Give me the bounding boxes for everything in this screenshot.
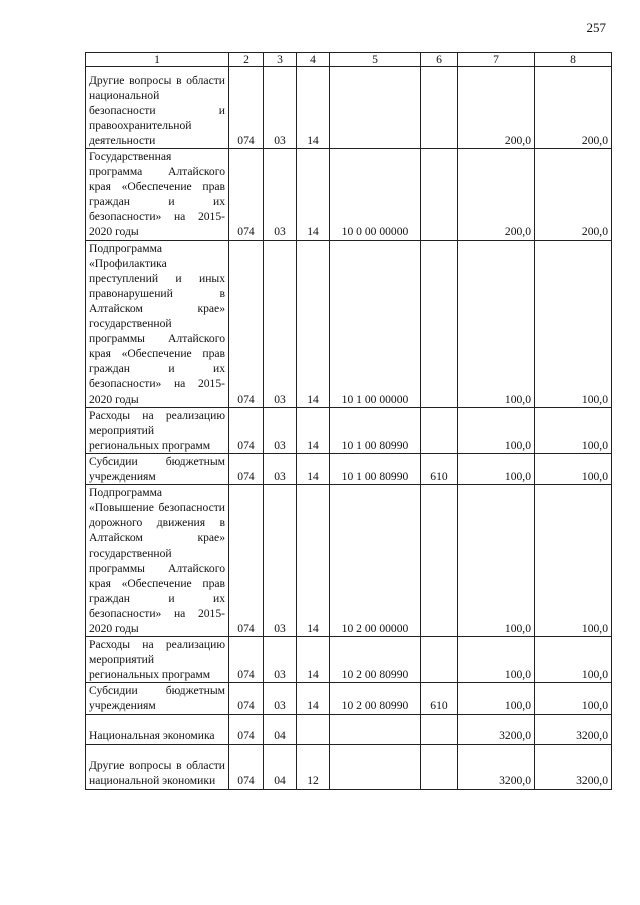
- column-header: 7: [458, 53, 535, 67]
- column-header: 8: [535, 53, 612, 67]
- cell-expense-type: [421, 149, 458, 241]
- cell-amount-1: 200,0: [458, 67, 535, 149]
- cell-amount-2: 100,0: [535, 637, 612, 683]
- cell-amount-2: 200,0: [535, 67, 612, 149]
- cell-target-article: 10 2 00 80990: [330, 637, 421, 683]
- cell-ministry: 074: [229, 683, 264, 714]
- cell-ministry: 074: [229, 67, 264, 149]
- header-row: [86, 53, 612, 67]
- cell-target-article: 10 0 00 00000: [330, 149, 421, 241]
- cell-section: 03: [264, 683, 297, 714]
- cell-subsection: 14: [297, 485, 330, 637]
- cell-target-article: [330, 744, 421, 789]
- cell-section: 03: [264, 149, 297, 241]
- row-name: Подпрограмма «Повышение безопасности дорожного движения в Алтайском крае» государственной программы Алтайского края «Обеспечение прав граждан и их безопасности» на 2015-2020 годы: [86, 485, 229, 637]
- cell-amount-1: 100,0: [458, 407, 535, 453]
- cell-expense-type: [421, 714, 458, 744]
- table-row: [86, 714, 612, 744]
- cell-subsection: 14: [297, 683, 330, 714]
- column-header: 2: [229, 53, 264, 67]
- cell-amount-2: 3200,0: [535, 744, 612, 789]
- table-row: [86, 683, 612, 714]
- cell-subsection: [297, 714, 330, 744]
- page-number: 257: [586, 20, 606, 35]
- cell-subsection: 14: [297, 149, 330, 241]
- cell-amount-1: 3200,0: [458, 714, 535, 744]
- column-header: 6: [421, 53, 458, 67]
- cell-subsection: 14: [297, 407, 330, 453]
- cell-target-article: 10 1 00 80990: [330, 453, 421, 484]
- column-header: 4: [297, 53, 330, 67]
- cell-section: 03: [264, 637, 297, 683]
- cell-section: 04: [264, 714, 297, 744]
- cell-target-article: 10 2 00 00000: [330, 485, 421, 637]
- column-header: 5: [330, 53, 421, 67]
- table-row: [86, 485, 612, 637]
- row-name: Другие вопросы в области национальной безопасности и правоохранительной деятельности: [86, 67, 229, 149]
- cell-section: 03: [264, 67, 297, 149]
- table-row: [86, 453, 612, 484]
- cell-subsection: 14: [297, 67, 330, 149]
- cell-amount-2: 100,0: [535, 407, 612, 453]
- cell-ministry: 074: [229, 744, 264, 789]
- cell-subsection: 14: [297, 240, 330, 407]
- column-header: 1: [86, 53, 229, 67]
- cell-section: 03: [264, 485, 297, 637]
- cell-ministry: 074: [229, 714, 264, 744]
- cell-ministry: 074: [229, 453, 264, 484]
- cell-target-article: [330, 67, 421, 149]
- cell-section: 04: [264, 744, 297, 789]
- cell-section: 03: [264, 240, 297, 407]
- cell-expense-type: 610: [421, 453, 458, 484]
- table-row: [86, 240, 612, 407]
- cell-target-article: 10 2 00 80990: [330, 683, 421, 714]
- cell-expense-type: [421, 67, 458, 149]
- cell-ministry: 074: [229, 407, 264, 453]
- cell-amount-1: 100,0: [458, 453, 535, 484]
- table-row: [86, 67, 612, 149]
- table-row: [86, 744, 612, 789]
- row-name: Национальная экономика: [86, 714, 229, 744]
- cell-amount-1: 100,0: [458, 485, 535, 637]
- cell-amount-1: 100,0: [458, 637, 535, 683]
- budget-table: [85, 52, 612, 790]
- cell-expense-type: [421, 485, 458, 637]
- cell-amount-1: 100,0: [458, 683, 535, 714]
- cell-expense-type: [421, 637, 458, 683]
- cell-amount-2: 100,0: [535, 485, 612, 637]
- cell-amount-2: 100,0: [535, 683, 612, 714]
- row-name: Расходы на реализацию мероприятий региональных программ: [86, 637, 229, 683]
- cell-amount-1: 3200,0: [458, 744, 535, 789]
- cell-target-article: 10 1 00 80990: [330, 407, 421, 453]
- cell-amount-2: 200,0: [535, 149, 612, 241]
- cell-section: 03: [264, 407, 297, 453]
- cell-amount-1: 100,0: [458, 240, 535, 407]
- row-name: Государственная программа Алтайского края «Обеспечение прав граждан и их безопасности» на 2015-2020 годы: [86, 149, 229, 241]
- cell-subsection: 14: [297, 453, 330, 484]
- cell-section: 03: [264, 453, 297, 484]
- cell-amount-2: 3200,0: [535, 714, 612, 744]
- cell-expense-type: 610: [421, 683, 458, 714]
- table-row: [86, 149, 612, 241]
- row-name: Другие вопросы в области национальной экономики: [86, 744, 229, 789]
- row-name: Субсидии бюджетным учреждениям: [86, 453, 229, 484]
- cell-expense-type: [421, 407, 458, 453]
- cell-target-article: [330, 714, 421, 744]
- cell-ministry: 074: [229, 485, 264, 637]
- cell-subsection: 12: [297, 744, 330, 789]
- row-name: Расходы на реализацию мероприятий региональных программ: [86, 407, 229, 453]
- table-row: [86, 407, 612, 453]
- cell-ministry: 074: [229, 240, 264, 407]
- cell-ministry: 074: [229, 637, 264, 683]
- cell-amount-1: 200,0: [458, 149, 535, 241]
- cell-expense-type: [421, 240, 458, 407]
- cell-expense-type: [421, 744, 458, 789]
- cell-target-article: 10 1 00 00000: [330, 240, 421, 407]
- cell-subsection: 14: [297, 637, 330, 683]
- cell-ministry: 074: [229, 149, 264, 241]
- column-header: 3: [264, 53, 297, 67]
- table-row: [86, 637, 612, 683]
- cell-amount-2: 100,0: [535, 453, 612, 484]
- cell-amount-2: 100,0: [535, 240, 612, 407]
- row-name: Подпрограмма «Профилактика преступлений и иных правонарушений в Алтайском крае» государственной программы Алтайского края «Обеспечение прав граждан и их безопасности» на 2015-2020 годы: [86, 240, 229, 407]
- row-name: Субсидии бюджетным учреждениям: [86, 683, 229, 714]
